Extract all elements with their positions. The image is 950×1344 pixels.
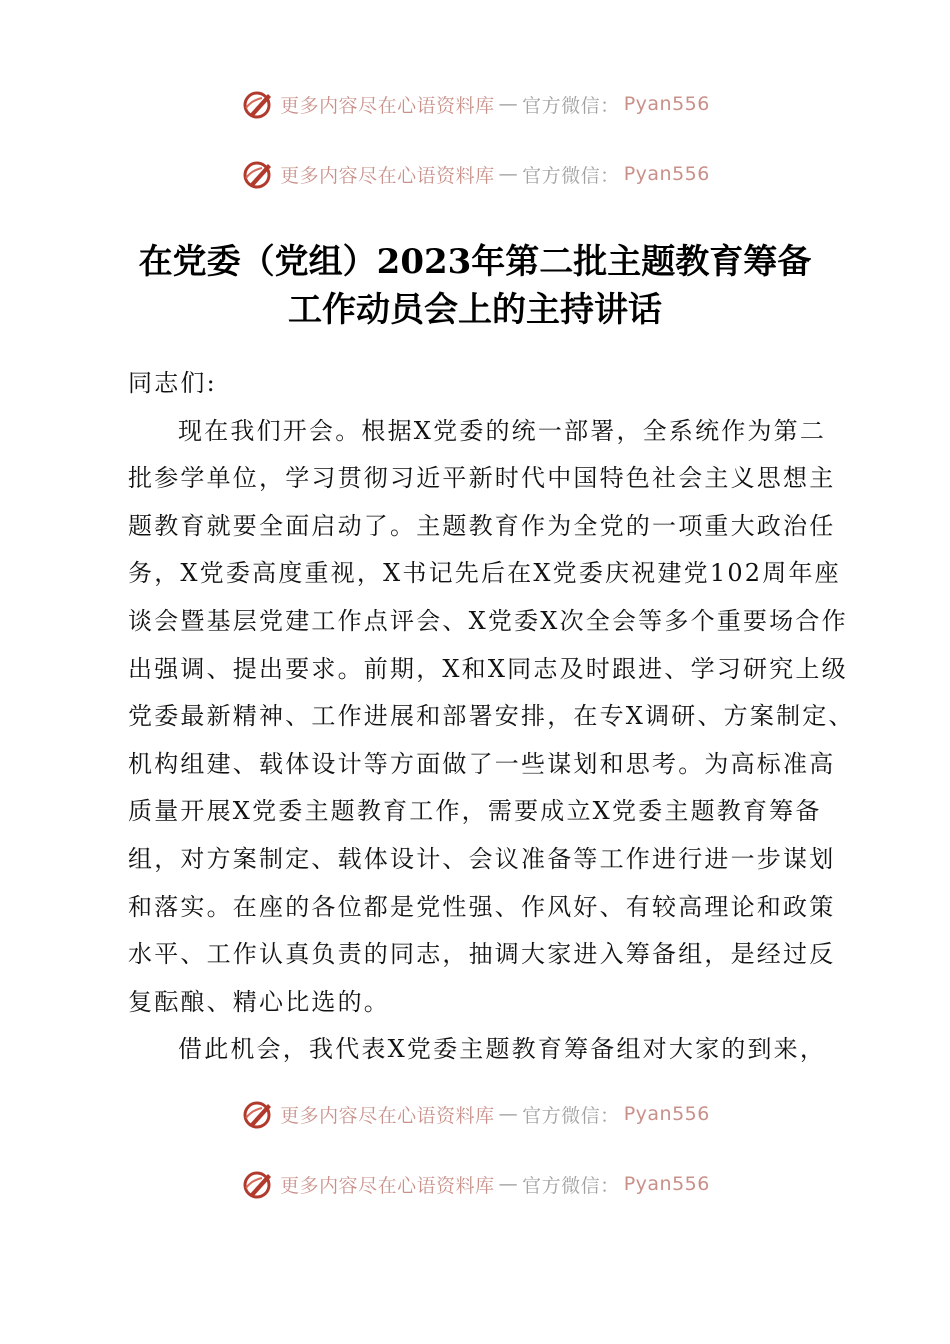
paragraph-line: 现在我们开会。根据X党委的统一部署，全系统作为第二 <box>178 416 827 445</box>
watermark-banner <box>0 84 950 124</box>
document-title-line-2: 工作动员会上的主持讲话 <box>288 290 662 330</box>
paragraph-line: 题教育就要全面启动了。主题教育作为全党的一项重大政治任 <box>128 511 836 540</box>
paragraph-line: 和落实。在座的各位都是党性强、作风好、有较高理论和政策 <box>128 892 836 921</box>
watermark-text: 更多内容尽在心语资料库 <box>280 1104 495 1127</box>
watermark-label: 官方微信： <box>522 164 620 187</box>
paragraph-line: 复酝酿、精心比选的。 <box>128 987 390 1016</box>
pen-logo-icon <box>240 86 276 122</box>
paragraph-line: 批参学单位，学习贯彻习近平新时代中国特色社会主义思想主 <box>128 464 836 493</box>
paragraph-line: 借此机会，我代表X党委主题教育筹备组对大家的到来， <box>178 1035 827 1064</box>
watermark-text: 更多内容尽在心语资料库 <box>280 94 495 117</box>
paragraph-line: 出强调、提出要求。前期，X和X同志及时跟进、学习研究上级 <box>128 654 848 683</box>
watermark-separator: — <box>498 1173 519 1195</box>
pen-logo-icon <box>240 156 276 192</box>
paragraph-line: 谈会暨基层党建工作点评会、X党委X次全会等多个重要场合作 <box>128 606 848 635</box>
paragraph-line: 质量开展X党委主题教育工作，需要成立X党委主题教育筹备 <box>128 797 822 826</box>
watermark-banner <box>0 1094 950 1134</box>
watermark-id: Pyan556 <box>623 1103 710 1125</box>
watermark-text: 更多内容尽在心语资料库 <box>280 1174 495 1197</box>
paragraph-line: 务，X党委高度重视，X书记先后在X党委庆祝建党102周年座 <box>128 559 841 588</box>
watermark-separator: — <box>498 163 519 185</box>
watermark-text: 更多内容尽在心语资料库 <box>280 164 495 187</box>
watermark-banner <box>0 154 950 194</box>
document-title-line-1: 在党委（党组）2023年第二批主题教育筹备 <box>138 242 812 282</box>
salutation: 同志们: <box>128 369 217 397</box>
paragraph-line: 水平、工作认真负责的同志，抽调大家进入筹备组，是经过反 <box>128 940 836 969</box>
watermark-separator: — <box>498 1103 519 1125</box>
watermark-id: Pyan556 <box>623 163 710 185</box>
watermark-label: 官方微信： <box>522 1174 620 1197</box>
paragraph-line: 组，对方案制定、载体设计、会议准备等工作进行进一步谋划 <box>128 844 836 873</box>
watermark-banner <box>0 1164 950 1204</box>
pen-logo-icon <box>240 1096 276 1132</box>
document-body <box>128 360 855 1074</box>
watermark-id: Pyan556 <box>623 1173 710 1195</box>
watermark-id: Pyan556 <box>623 93 710 115</box>
paragraph-line: 党委最新精神、工作进展和部署安排，在专X调研、方案制定、 <box>128 702 855 731</box>
watermark-label: 官方微信： <box>522 94 620 117</box>
paragraph-line: 机构组建、载体设计等方面做了一些谋划和思考。为高标准高 <box>128 749 836 778</box>
watermark-separator: — <box>498 93 519 115</box>
pen-logo-icon <box>240 1166 276 1202</box>
watermark-label: 官方微信： <box>522 1104 620 1127</box>
